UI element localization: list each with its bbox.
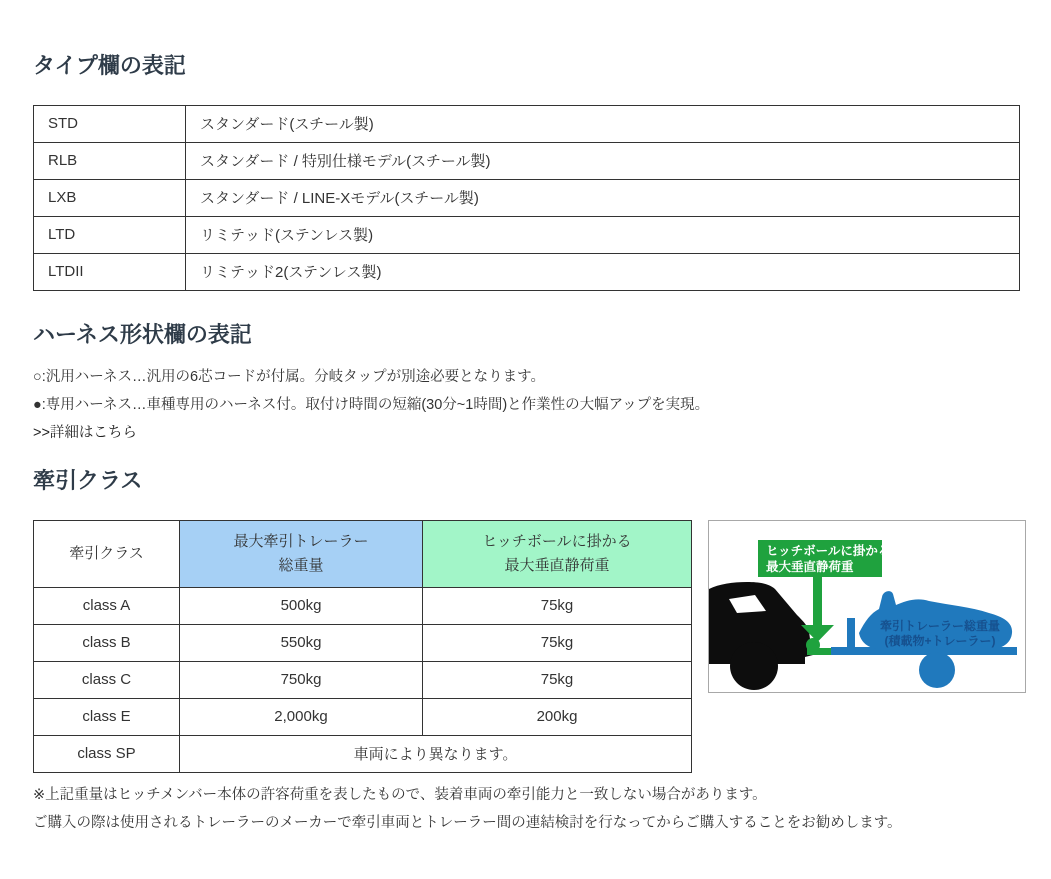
table-row <box>34 216 1020 253</box>
table-row <box>34 735 692 772</box>
towing-section-title: 牽引クラス <box>33 468 143 494</box>
towing-class-table <box>33 520 692 773</box>
harness-section-title: ハーネス形状欄の表記 <box>33 321 252 347</box>
type-desc: スタンダード(スチール製) <box>186 105 1020 142</box>
type-code: LXB <box>34 179 186 216</box>
table-row <box>34 142 1020 179</box>
trailer-shape <box>831 591 1017 688</box>
harness-dedicated-line: ●:専用ハーネス…車種専用のハーネス付。取付け時間の短縮(30分~1時間)と作業性の大幅アップを実現。 <box>33 397 710 414</box>
vertical-load-label-line2: 最大垂直静荷重 <box>766 559 854 574</box>
trailer-weight-label-line1: 牽引トレーラー総重量 <box>879 618 1001 633</box>
type-code: STD <box>34 105 186 142</box>
type-desc: リミテッド(ステンレス製) <box>186 216 1020 253</box>
table-row <box>34 253 1020 290</box>
vertical-load-label-line1: ヒッチボールに掛かる <box>766 543 891 558</box>
table-row <box>34 624 692 661</box>
vertical-load-label <box>758 540 890 577</box>
class-name: class B <box>34 624 180 661</box>
table-header-row <box>34 520 692 587</box>
harness-section <box>33 321 1020 448</box>
car-silhouette <box>709 582 813 690</box>
type-desc: スタンダード / 特別仕様モデル(スチール製) <box>186 142 1020 179</box>
header-max-vertical-load: ヒッチボールに掛かる 最大垂直静荷重 <box>423 520 692 587</box>
header-towing-class: 牽引クラス <box>34 520 180 587</box>
type-desc: スタンダード / LINE-Xモデル(スチール製) <box>186 179 1020 216</box>
towing-diagram-image <box>708 520 1026 693</box>
class-name: class SP <box>34 735 180 772</box>
type-code: RLB <box>34 142 186 179</box>
header-max-trailer-weight: 最大牽引トレーラー 総重量 <box>180 520 423 587</box>
harness-generic-line: ○:汎用ハーネス…汎用の6芯コードが付属。分岐タップが別途必要となります。 <box>33 369 545 386</box>
class-name: class A <box>34 587 180 624</box>
footer-notes <box>33 781 1020 837</box>
note-line: ご購入の際は使用されるトレーラーのメーカーで牽引車両とトレーラー間の連結検討を行なってからご購入することをお勧めします。 <box>33 814 902 831</box>
max-vertical-load: 75kg <box>423 661 692 698</box>
table-row <box>34 179 1020 216</box>
table-row <box>34 661 692 698</box>
table-row <box>34 587 692 624</box>
note-line: ※上記重量はヒッチメンバー本体の許容荷重を表したもので、装着車両の牽引能力と一致しない場合があります。 <box>33 786 767 803</box>
table-row <box>34 105 1020 142</box>
hitch-ball-group <box>806 638 833 655</box>
type-table <box>33 105 1020 291</box>
max-trailer-weight: 2,000kg <box>180 698 423 735</box>
max-vertical-load: 75kg <box>423 587 692 624</box>
sp-row-note: 車両により異なります。 <box>180 735 692 772</box>
towing-section <box>33 467 1020 773</box>
type-code: LTDII <box>34 253 186 290</box>
max-trailer-weight: 750kg <box>180 661 423 698</box>
max-trailer-weight: 550kg <box>180 624 423 661</box>
trailer-weight-label-line2: (積載物+トレーラー) <box>884 633 996 648</box>
class-name: class C <box>34 661 180 698</box>
trailer-wheel <box>919 652 955 688</box>
type-desc: リミテッド2(ステンレス製) <box>186 253 1020 290</box>
max-vertical-load: 75kg <box>423 624 692 661</box>
type-code: LTD <box>34 216 186 253</box>
type-section-title: タイプ欄の表記 <box>33 53 186 78</box>
max-trailer-weight: 500kg <box>180 587 423 624</box>
detail-link[interactable]: >>詳細はこちら <box>33 425 137 442</box>
max-vertical-load: 200kg <box>423 698 692 735</box>
class-name: class E <box>34 698 180 735</box>
table-row <box>34 698 692 735</box>
